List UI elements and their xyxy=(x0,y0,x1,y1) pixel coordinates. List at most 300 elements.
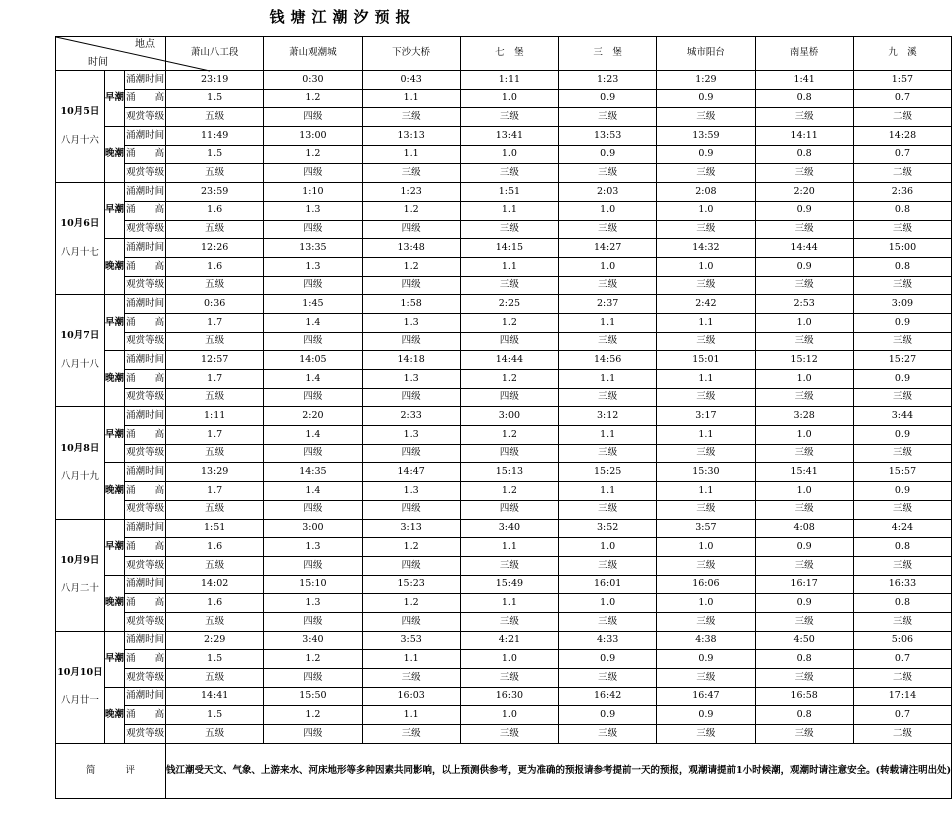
value-cell: 15:00 xyxy=(853,239,951,258)
date-cell xyxy=(56,295,105,407)
value-cell: 三级 xyxy=(755,388,853,407)
solar-date: 10月8日 xyxy=(60,442,100,454)
value-cell: 二级 xyxy=(853,669,951,688)
morning-tide-label: 早潮 xyxy=(104,407,124,463)
value-cell: 1.1 xyxy=(460,538,558,557)
value-cell: 13:00 xyxy=(264,127,362,146)
value-cell: 三级 xyxy=(460,669,558,688)
morning-tide-label: 早潮 xyxy=(104,183,124,239)
value-cell: 3:53 xyxy=(362,631,460,650)
value-cell: 16:17 xyxy=(755,575,853,594)
value-cell: 2:53 xyxy=(755,295,853,314)
value-cell: 1:23 xyxy=(362,183,460,202)
value-cell: 二级 xyxy=(853,725,951,744)
tide-row xyxy=(56,332,952,351)
value-cell: 1.1 xyxy=(559,313,657,332)
tide-row xyxy=(56,575,952,594)
tide-row xyxy=(56,426,952,445)
value-cell: 三级 xyxy=(755,332,853,351)
value-cell: 16:01 xyxy=(559,575,657,594)
value-cell: 1.2 xyxy=(460,370,558,389)
value-cell: 0.9 xyxy=(853,370,951,389)
value-cell: 15:12 xyxy=(755,351,853,370)
value-cell: 0.9 xyxy=(853,426,951,445)
field-label: 涌潮时间 xyxy=(125,351,166,370)
value-cell: 1.6 xyxy=(166,538,264,557)
value-cell: 23:19 xyxy=(166,71,264,90)
value-cell: 1.6 xyxy=(166,257,264,276)
value-cell: 13:13 xyxy=(362,127,460,146)
value-cell: 三级 xyxy=(853,332,951,351)
value-cell: 四级 xyxy=(264,669,362,688)
value-cell: 0.8 xyxy=(853,538,951,557)
value-cell: 16:47 xyxy=(657,687,755,706)
value-cell: 三级 xyxy=(853,556,951,575)
field-label: 涌潮时间 xyxy=(125,407,166,426)
value-cell: 三级 xyxy=(559,220,657,239)
tide-row xyxy=(56,220,952,239)
value-cell: 1.2 xyxy=(362,257,460,276)
value-cell: 四级 xyxy=(460,332,558,351)
value-cell: 1.3 xyxy=(264,201,362,220)
evening-tide-label: 晚潮 xyxy=(104,463,124,519)
date-cell xyxy=(56,71,105,183)
value-cell: 五级 xyxy=(166,500,264,519)
value-cell: 1.1 xyxy=(460,257,558,276)
value-cell: 三级 xyxy=(755,164,853,183)
value-cell: 1.7 xyxy=(166,482,264,501)
value-cell: 1.1 xyxy=(559,426,657,445)
value-cell: 1.7 xyxy=(166,313,264,332)
value-cell: 1:58 xyxy=(362,295,460,314)
value-cell: 15:01 xyxy=(657,351,755,370)
value-cell: 15:30 xyxy=(657,463,755,482)
value-cell: 5:06 xyxy=(853,631,951,650)
value-cell: 二级 xyxy=(853,164,951,183)
value-cell: 三级 xyxy=(657,388,755,407)
value-cell: 1.1 xyxy=(460,201,558,220)
value-cell: 三级 xyxy=(657,500,755,519)
value-cell: 三级 xyxy=(755,276,853,295)
field-label: 涌 高 xyxy=(125,706,166,725)
value-cell: 0.9 xyxy=(559,89,657,108)
field-label: 涌潮时间 xyxy=(125,239,166,258)
value-cell: 14:18 xyxy=(362,351,460,370)
tide-row xyxy=(56,239,952,258)
value-cell: 1.5 xyxy=(166,706,264,725)
value-cell: 1.5 xyxy=(166,650,264,669)
value-cell: 五级 xyxy=(166,556,264,575)
value-cell: 1.0 xyxy=(460,650,558,669)
solar-date: 10月5日 xyxy=(60,106,100,118)
value-cell: 三级 xyxy=(853,612,951,631)
value-cell: 14:41 xyxy=(166,687,264,706)
value-cell: 15:49 xyxy=(460,575,558,594)
value-cell: 14:35 xyxy=(264,463,362,482)
date-cell xyxy=(56,407,105,519)
value-cell: 1.1 xyxy=(362,706,460,725)
value-cell: 三级 xyxy=(460,108,558,127)
tide-row xyxy=(56,145,952,164)
value-cell: 1.1 xyxy=(657,313,755,332)
value-cell: 三级 xyxy=(657,332,755,351)
value-cell: 1:57 xyxy=(853,71,951,90)
field-label: 涌潮时间 xyxy=(125,183,166,202)
value-cell: 14:05 xyxy=(264,351,362,370)
value-cell: 14:44 xyxy=(755,239,853,258)
value-cell: 四级 xyxy=(362,612,460,631)
value-cell: 12:57 xyxy=(166,351,264,370)
tide-row xyxy=(56,164,952,183)
solar-date: 10月9日 xyxy=(60,554,100,566)
value-cell: 三级 xyxy=(853,276,951,295)
value-cell: 14:27 xyxy=(559,239,657,258)
tide-forecast-table xyxy=(55,36,952,799)
summary-label: 简评 xyxy=(56,743,166,798)
value-cell: 三级 xyxy=(362,669,460,688)
value-cell: 1.2 xyxy=(362,594,460,613)
value-cell: 1.6 xyxy=(166,594,264,613)
value-cell: 三级 xyxy=(657,276,755,295)
field-label: 观赏等级 xyxy=(125,669,166,688)
value-cell: 1:10 xyxy=(264,183,362,202)
value-cell: 2:33 xyxy=(362,407,460,426)
field-label: 涌 高 xyxy=(125,594,166,613)
value-cell: 1.0 xyxy=(657,594,755,613)
value-cell: 三级 xyxy=(559,556,657,575)
value-cell: 14:47 xyxy=(362,463,460,482)
time-axis-label: 时间 xyxy=(88,57,108,68)
corner-header-cell xyxy=(56,37,166,71)
value-cell: 0.9 xyxy=(755,257,853,276)
value-cell: 三级 xyxy=(755,612,853,631)
value-cell: 0.7 xyxy=(853,650,951,669)
evening-tide-label: 晚潮 xyxy=(104,239,124,295)
value-cell: 0.7 xyxy=(853,145,951,164)
value-cell: 三级 xyxy=(559,444,657,463)
value-cell: 14:32 xyxy=(657,239,755,258)
value-cell: 1.0 xyxy=(755,313,853,332)
value-cell: 三级 xyxy=(460,556,558,575)
value-cell: 1.0 xyxy=(559,594,657,613)
location-axis-label: 地点 xyxy=(135,39,156,50)
value-cell: 三级 xyxy=(755,444,853,463)
value-cell: 1.3 xyxy=(264,257,362,276)
field-label: 观赏等级 xyxy=(125,388,166,407)
value-cell: 3:00 xyxy=(460,407,558,426)
value-cell: 0.9 xyxy=(755,538,853,557)
tide-row xyxy=(56,351,952,370)
tide-row xyxy=(56,650,952,669)
value-cell: 15:27 xyxy=(853,351,951,370)
value-cell: 3:17 xyxy=(657,407,755,426)
value-cell: 1.2 xyxy=(460,426,558,445)
value-cell: 13:35 xyxy=(264,239,362,258)
page-title xyxy=(0,6,686,27)
value-cell: 三级 xyxy=(657,108,755,127)
value-cell: 三级 xyxy=(657,612,755,631)
location-header-5: 三 堡 xyxy=(559,37,657,71)
value-cell: 三级 xyxy=(460,164,558,183)
value-cell: 0.9 xyxy=(755,594,853,613)
value-cell: 1.3 xyxy=(362,313,460,332)
value-cell: 三级 xyxy=(657,669,755,688)
value-cell: 五级 xyxy=(166,108,264,127)
value-cell: 2:08 xyxy=(657,183,755,202)
value-cell: 1:11 xyxy=(460,71,558,90)
value-cell: 14:11 xyxy=(755,127,853,146)
field-label: 观赏等级 xyxy=(125,108,166,127)
tide-row xyxy=(56,594,952,613)
field-label: 涌潮时间 xyxy=(125,463,166,482)
field-label: 涌潮时间 xyxy=(125,687,166,706)
value-cell: 23:59 xyxy=(166,183,264,202)
value-cell: 16:33 xyxy=(853,575,951,594)
corner-diagonal xyxy=(56,37,210,71)
value-cell: 1.6 xyxy=(166,201,264,220)
value-cell: 0.8 xyxy=(755,650,853,669)
tide-row xyxy=(56,631,952,650)
field-label: 观赏等级 xyxy=(125,444,166,463)
value-cell: 2:42 xyxy=(657,295,755,314)
value-cell: 0.7 xyxy=(853,89,951,108)
value-cell: 0:36 xyxy=(166,295,264,314)
value-cell: 四级 xyxy=(362,500,460,519)
value-cell: 15:10 xyxy=(264,575,362,594)
value-cell: 1.4 xyxy=(264,426,362,445)
value-cell: 1.2 xyxy=(362,201,460,220)
lunar-date: 八月十九 xyxy=(60,470,99,482)
date-cell xyxy=(56,183,105,295)
value-cell: 四级 xyxy=(460,444,558,463)
value-cell: 1.0 xyxy=(460,145,558,164)
value-cell: 五级 xyxy=(166,669,264,688)
morning-tide-label: 早潮 xyxy=(104,71,124,127)
lunar-date: 八月十六 xyxy=(60,134,99,146)
value-cell: 三级 xyxy=(362,108,460,127)
field-label: 涌潮时间 xyxy=(125,519,166,538)
value-cell: 四级 xyxy=(264,108,362,127)
tide-row xyxy=(56,500,952,519)
value-cell: 三级 xyxy=(460,612,558,631)
value-cell: 1.1 xyxy=(362,650,460,669)
summary-row xyxy=(56,743,952,798)
tide-row xyxy=(56,706,952,725)
tide-row xyxy=(56,127,952,146)
field-label: 涌 高 xyxy=(125,482,166,501)
value-cell: 15:25 xyxy=(559,463,657,482)
value-cell: 1.0 xyxy=(460,706,558,725)
value-cell: 13:41 xyxy=(460,127,558,146)
value-cell: 1.1 xyxy=(559,482,657,501)
field-label: 涌潮时间 xyxy=(125,631,166,650)
solar-date: 10月10日 xyxy=(57,666,103,678)
tide-row xyxy=(56,482,952,501)
value-cell: 0.9 xyxy=(755,201,853,220)
value-cell: 五级 xyxy=(166,388,264,407)
value-cell: 1.0 xyxy=(755,370,853,389)
evening-tide-label: 晚潮 xyxy=(104,687,124,743)
value-cell: 四级 xyxy=(264,500,362,519)
value-cell: 1.0 xyxy=(559,257,657,276)
solar-date: 10月6日 xyxy=(60,218,100,230)
value-cell: 1.1 xyxy=(657,426,755,445)
value-cell: 三级 xyxy=(853,220,951,239)
field-label: 涌 高 xyxy=(125,89,166,108)
location-header-1: 萧山八工段 xyxy=(166,37,264,71)
value-cell: 三级 xyxy=(460,276,558,295)
value-cell: 1.3 xyxy=(362,482,460,501)
value-cell: 四级 xyxy=(362,276,460,295)
value-cell: 4:33 xyxy=(559,631,657,650)
evening-tide-label: 晚潮 xyxy=(104,351,124,407)
value-cell: 三级 xyxy=(755,220,853,239)
field-label: 涌 高 xyxy=(125,426,166,445)
value-cell: 16:03 xyxy=(362,687,460,706)
value-cell: 0.8 xyxy=(755,145,853,164)
value-cell: 1.0 xyxy=(657,257,755,276)
value-cell: 3:57 xyxy=(657,519,755,538)
value-cell: 1.0 xyxy=(755,482,853,501)
value-cell: 13:48 xyxy=(362,239,460,258)
lunar-date: 八月十七 xyxy=(60,246,99,258)
value-cell: 1:41 xyxy=(755,71,853,90)
value-cell: 四级 xyxy=(460,500,558,519)
value-cell: 三级 xyxy=(853,500,951,519)
value-cell: 1.3 xyxy=(362,426,460,445)
tide-row xyxy=(56,71,952,90)
value-cell: 2:36 xyxy=(853,183,951,202)
value-cell: 四级 xyxy=(362,220,460,239)
value-cell: 0.8 xyxy=(853,257,951,276)
tide-row xyxy=(56,519,952,538)
value-cell: 四级 xyxy=(264,556,362,575)
value-cell: 4:24 xyxy=(853,519,951,538)
field-label: 涌 高 xyxy=(125,201,166,220)
evening-tide-label: 晚潮 xyxy=(104,127,124,183)
field-label: 观赏等级 xyxy=(125,500,166,519)
value-cell: 0.9 xyxy=(559,706,657,725)
value-cell: 1.3 xyxy=(264,594,362,613)
value-cell: 0:30 xyxy=(264,71,362,90)
value-cell: 三级 xyxy=(362,164,460,183)
field-label: 观赏等级 xyxy=(125,725,166,744)
value-cell: 五级 xyxy=(166,612,264,631)
value-cell: 1.2 xyxy=(264,89,362,108)
value-cell: 13:59 xyxy=(657,127,755,146)
value-cell: 13:53 xyxy=(559,127,657,146)
value-cell: 1.5 xyxy=(166,145,264,164)
value-cell: 三级 xyxy=(559,669,657,688)
field-label: 涌潮时间 xyxy=(125,71,166,90)
value-cell: 1.1 xyxy=(657,370,755,389)
value-cell: 15:13 xyxy=(460,463,558,482)
value-cell: 1.1 xyxy=(559,370,657,389)
value-cell: 2:29 xyxy=(166,631,264,650)
value-cell: 4:21 xyxy=(460,631,558,650)
value-cell: 3:28 xyxy=(755,407,853,426)
value-cell: 3:13 xyxy=(362,519,460,538)
tide-row xyxy=(56,725,952,744)
value-cell: 五级 xyxy=(166,332,264,351)
value-cell: 2:20 xyxy=(264,407,362,426)
value-cell: 三级 xyxy=(755,500,853,519)
value-cell: 14:02 xyxy=(166,575,264,594)
value-cell: 四级 xyxy=(362,556,460,575)
value-cell: 1.7 xyxy=(166,370,264,389)
field-label: 涌 高 xyxy=(125,257,166,276)
value-cell: 1.2 xyxy=(362,538,460,557)
value-cell: 四级 xyxy=(362,388,460,407)
value-cell: 2:25 xyxy=(460,295,558,314)
value-cell: 1.4 xyxy=(264,370,362,389)
value-cell: 四级 xyxy=(362,332,460,351)
value-cell: 1.2 xyxy=(460,313,558,332)
value-cell: 三级 xyxy=(853,444,951,463)
tide-row xyxy=(56,556,952,575)
value-cell: 13:29 xyxy=(166,463,264,482)
value-cell: 0.9 xyxy=(853,482,951,501)
value-cell: 16:06 xyxy=(657,575,755,594)
value-cell: 2:37 xyxy=(559,295,657,314)
value-cell: 三级 xyxy=(657,556,755,575)
morning-tide-label: 早潮 xyxy=(104,631,124,687)
tide-row xyxy=(56,370,952,389)
value-cell: 15:50 xyxy=(264,687,362,706)
value-cell: 五级 xyxy=(166,444,264,463)
field-label: 观赏等级 xyxy=(125,276,166,295)
value-cell: 1.4 xyxy=(264,313,362,332)
value-cell: 12:26 xyxy=(166,239,264,258)
value-cell: 3:52 xyxy=(559,519,657,538)
value-cell: 15:23 xyxy=(362,575,460,594)
tide-row xyxy=(56,538,952,557)
value-cell: 2:20 xyxy=(755,183,853,202)
field-label: 涌 高 xyxy=(125,313,166,332)
value-cell: 14:28 xyxy=(853,127,951,146)
field-label: 涌潮时间 xyxy=(125,575,166,594)
tide-row xyxy=(56,463,952,482)
value-cell: 三级 xyxy=(460,725,558,744)
tide-row xyxy=(56,444,952,463)
value-cell: 三级 xyxy=(362,725,460,744)
value-cell: 三级 xyxy=(755,725,853,744)
date-cell xyxy=(56,631,105,743)
tide-row xyxy=(56,108,952,127)
value-cell: 三级 xyxy=(755,108,853,127)
tide-row xyxy=(56,295,952,314)
value-cell: 0:43 xyxy=(362,71,460,90)
field-label: 涌潮时间 xyxy=(125,295,166,314)
location-header-6: 城市阳台 xyxy=(657,37,755,71)
value-cell: 三级 xyxy=(657,444,755,463)
value-cell: 四级 xyxy=(362,444,460,463)
value-cell: 三级 xyxy=(559,108,657,127)
value-cell: 0.9 xyxy=(559,650,657,669)
value-cell: 四级 xyxy=(264,220,362,239)
value-cell: 三级 xyxy=(657,220,755,239)
value-cell: 四级 xyxy=(264,725,362,744)
value-cell: 15:57 xyxy=(853,463,951,482)
lunar-date: 八月二十 xyxy=(60,583,99,595)
field-label: 涌 高 xyxy=(125,538,166,557)
field-label: 观赏等级 xyxy=(125,556,166,575)
tide-row xyxy=(56,388,952,407)
value-cell: 0.8 xyxy=(853,594,951,613)
value-cell: 14:15 xyxy=(460,239,558,258)
value-cell: 五级 xyxy=(166,276,264,295)
value-cell: 3:09 xyxy=(853,295,951,314)
